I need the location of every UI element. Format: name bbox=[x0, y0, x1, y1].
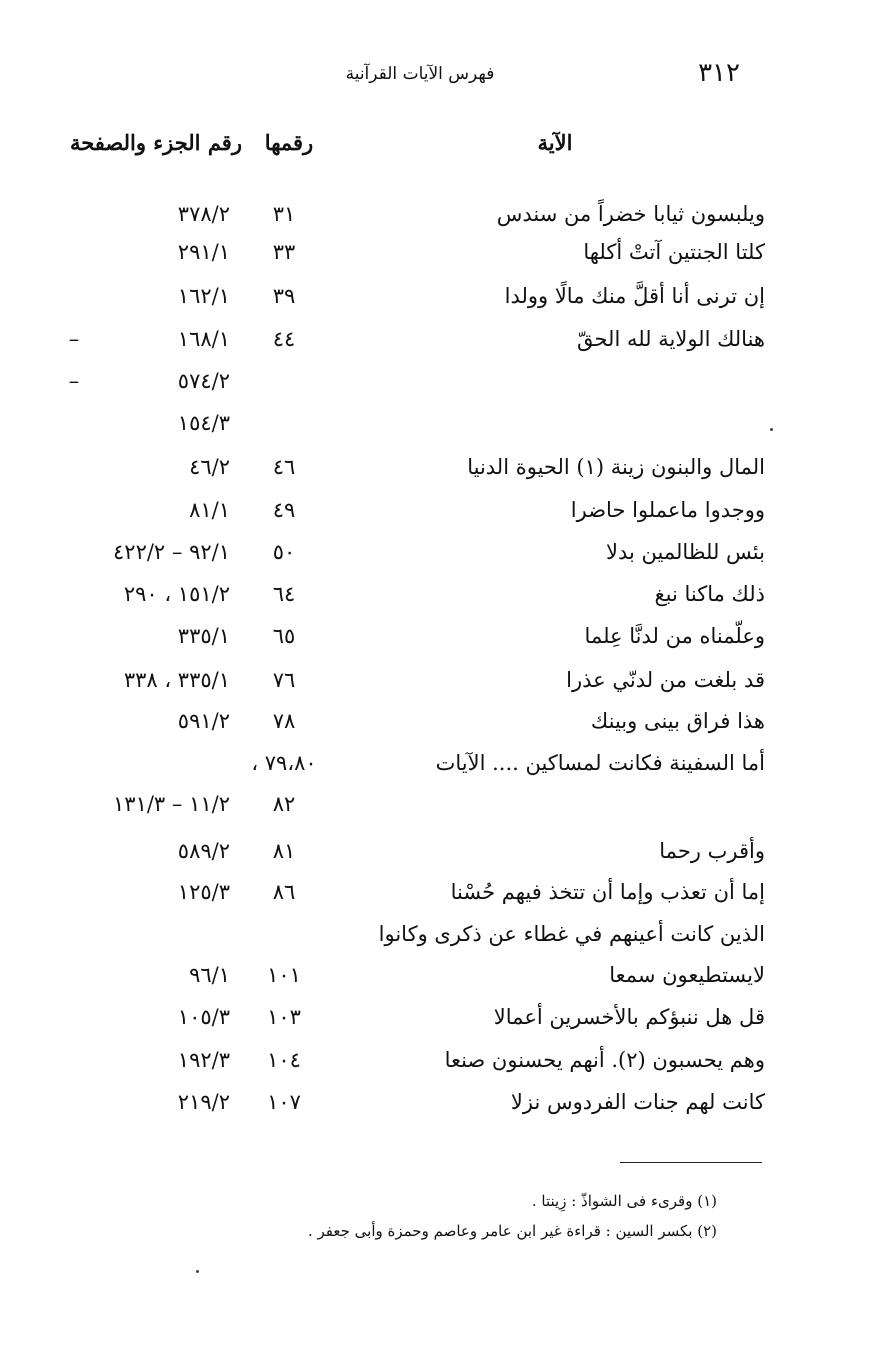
footnote-1: (١) وقرىء فى الشواذّ : زِينتا . bbox=[531, 1192, 717, 1210]
verse-text: وهم يحسبون (٢). أنهم يحسنون صنعا bbox=[444, 1048, 765, 1072]
verse-text: لايستطيعون سمعا bbox=[609, 963, 765, 987]
footnote-2: (٢) بكسر السين : قراءة غير ابن عامر وعاصم وحمزة وأبى جعفر . bbox=[307, 1222, 717, 1240]
table-row bbox=[0, 1040, 885, 1080]
table-row bbox=[0, 872, 885, 912]
table-row bbox=[0, 914, 885, 954]
verse-text: بئس للظالمين بدلا bbox=[606, 540, 765, 564]
table-row bbox=[0, 784, 885, 824]
volume-page-reference: ٥٧٤/٢ bbox=[177, 369, 230, 393]
verse-text: كانت لهم جنات الفردوس نزلا bbox=[510, 1090, 765, 1114]
table-row bbox=[0, 616, 885, 656]
continuation-dash: – bbox=[68, 369, 80, 393]
verse-number: ٧٩،٨٠ ، bbox=[251, 751, 317, 775]
verse-text: قد بلغت من لدنّي عذرا bbox=[566, 668, 765, 692]
verse-text: إما أن تعذب وإما أن تتخذ فيهم حُسْنا bbox=[450, 880, 765, 904]
table-row bbox=[0, 194, 885, 234]
table-row bbox=[0, 574, 885, 614]
continuation-dash: – bbox=[68, 327, 80, 351]
verse-text: أما السفينة فكانت لمساكين .... الآيات bbox=[435, 751, 765, 775]
running-header-title: فهرس الآيات القرآنية bbox=[345, 64, 495, 84]
table-row bbox=[0, 361, 885, 401]
volume-page-reference: ٩٢/١ – ٤٢٢/٢ bbox=[113, 540, 230, 564]
volume-page-reference: ١٦٢/١ bbox=[177, 284, 230, 308]
verse-text: هنالك الولاية لله الحقّ bbox=[576, 327, 765, 351]
verse-text: ذلك ماكنا نبغ bbox=[654, 582, 765, 606]
verse-text: كلتا الجنتين آتتْ أكلها bbox=[583, 240, 765, 264]
verse-number: ٣١ bbox=[272, 202, 296, 226]
table-row bbox=[0, 403, 885, 443]
verse-number: ٤٤ bbox=[272, 327, 296, 351]
scan-speck bbox=[196, 1270, 199, 1273]
column-header-verse: الآية bbox=[537, 130, 573, 155]
volume-page-reference: ١٩٢/٣ bbox=[177, 1048, 230, 1072]
volume-page-reference: ٣٣٥/١ ، ٣٣٨ bbox=[123, 668, 230, 692]
scan-speck bbox=[770, 428, 773, 431]
table-row bbox=[0, 490, 885, 530]
volume-page-reference: ١١/٢ – ١٣١/٣ bbox=[113, 792, 230, 816]
table-row bbox=[0, 997, 885, 1037]
volume-page-reference: ٢٩١/١ bbox=[177, 240, 230, 264]
volume-page-reference: ١٥٤/٣ bbox=[177, 411, 230, 435]
verse-text: قل هل ننبؤكم بالأخسرين أعمالا bbox=[493, 1005, 765, 1029]
verse-number: ٤٩ bbox=[272, 498, 296, 522]
column-header-number: رقمها bbox=[264, 130, 314, 155]
volume-page-reference: ٥٩١/٢ bbox=[177, 709, 230, 733]
table-row bbox=[0, 232, 885, 272]
verse-number: ٨٢ bbox=[272, 792, 296, 816]
column-header-reference: رقم الجزء والصفحة bbox=[69, 130, 242, 155]
volume-page-reference: ١٠٥/٣ bbox=[177, 1005, 230, 1029]
volume-page-reference: ١٢٥/٣ bbox=[177, 880, 230, 904]
volume-page-reference: ١٦٨/١ bbox=[177, 327, 230, 351]
verse-number: ٧٦ bbox=[272, 668, 296, 692]
verse-text: إن ترنى أنا أقلَّ منك مالًا وولدا bbox=[504, 284, 765, 308]
verse-number: ٣٩ bbox=[272, 284, 296, 308]
table-row bbox=[0, 743, 885, 783]
table-row bbox=[0, 955, 885, 995]
verse-text: المال والبنون زينة (١) الحيوة الدنيا bbox=[467, 455, 765, 479]
table-row bbox=[0, 319, 885, 359]
verse-number: ٣٣ bbox=[272, 240, 296, 264]
volume-page-reference: ٣٣٥/١ bbox=[177, 624, 230, 648]
table-row bbox=[0, 447, 885, 487]
verse-text: الذين كانت أعينهم في غطاء عن ذكرى وكانوا bbox=[378, 922, 765, 946]
verse-number: ٨٦ bbox=[272, 880, 296, 904]
volume-page-reference: ٣٧٨/٢ bbox=[177, 202, 230, 226]
volume-page-reference: ٤٦/٢ bbox=[189, 455, 230, 479]
verse-number: ٦٤ bbox=[272, 582, 296, 606]
verse-number: ١٠٧ bbox=[267, 1090, 301, 1114]
volume-page-reference: ٨١/١ bbox=[189, 498, 230, 522]
verse-text: هذا فراق بينى وبينك bbox=[590, 709, 765, 733]
verse-number: ٤٦ bbox=[272, 455, 296, 479]
verse-number: ٧٨ bbox=[272, 709, 296, 733]
volume-page-reference: ١٥١/٢ ، ٢٩٠ bbox=[123, 582, 230, 606]
footnote-separator bbox=[620, 1162, 762, 1163]
table-row bbox=[0, 831, 885, 871]
verse-number: ٦٥ bbox=[272, 624, 296, 648]
verse-number: ٨١ bbox=[272, 839, 296, 863]
verse-text: وعلّمناه من لدنَّا عِلما bbox=[584, 624, 765, 648]
table-row bbox=[0, 1082, 885, 1122]
volume-page-reference: ٥٨٩/٢ bbox=[177, 839, 230, 863]
table-row bbox=[0, 660, 885, 700]
table-row bbox=[0, 701, 885, 741]
volume-page-reference: ٢١٩/٢ bbox=[177, 1090, 230, 1114]
volume-page-reference: ٩٦/١ bbox=[189, 963, 230, 987]
verse-number: ١٠٣ bbox=[267, 1005, 301, 1029]
verse-text: ويلبسون ثيابا خضراً من سندس bbox=[496, 202, 765, 226]
verse-number: ١٠١ bbox=[267, 963, 301, 987]
table-row bbox=[0, 532, 885, 572]
page-number: ٣١٢ bbox=[698, 58, 740, 88]
verse-text: وأقرب رحما bbox=[659, 839, 765, 863]
verse-number: ٥٠ bbox=[272, 540, 296, 564]
verse-number: ١٠٤ bbox=[267, 1048, 301, 1072]
table-row bbox=[0, 276, 885, 316]
verse-text: ووجدوا ماعملوا حاضرا bbox=[570, 498, 765, 522]
